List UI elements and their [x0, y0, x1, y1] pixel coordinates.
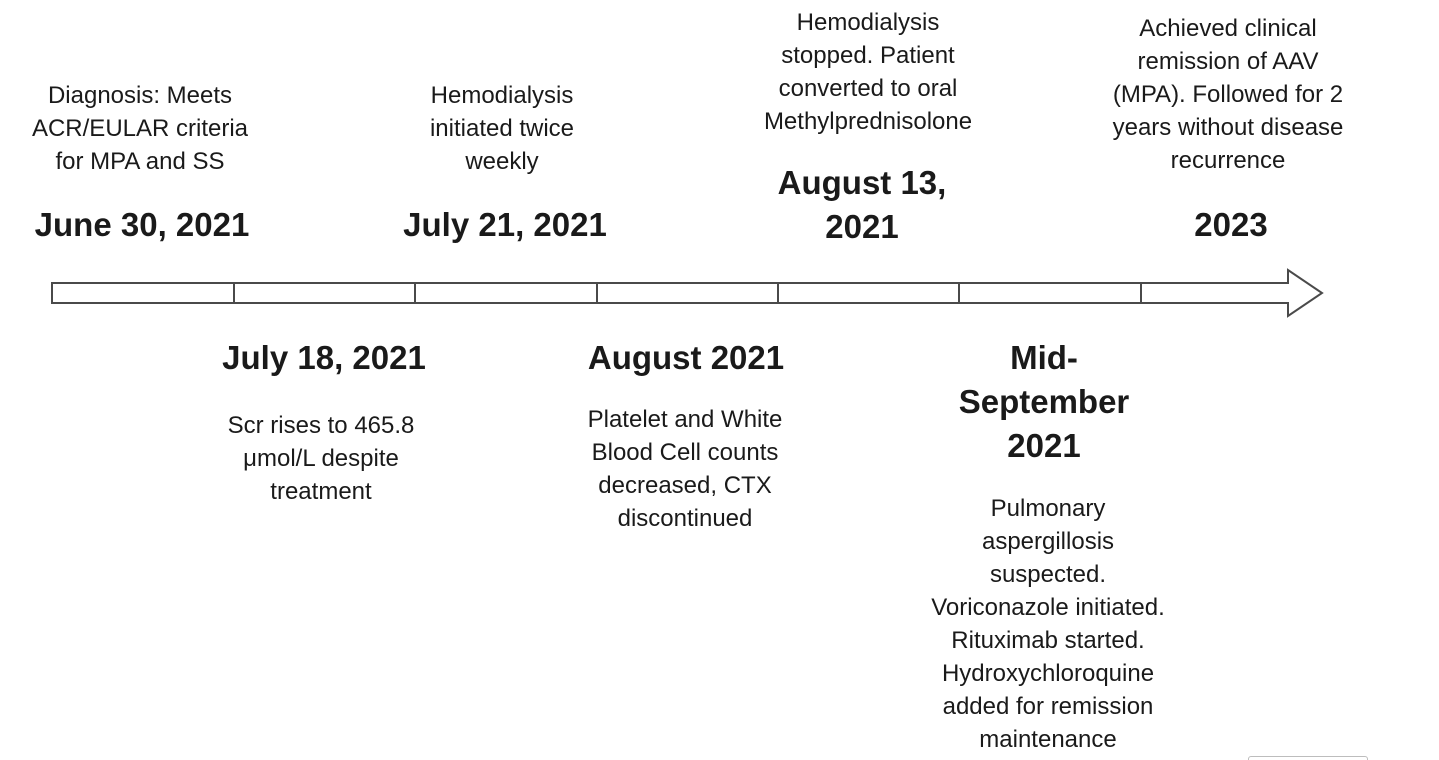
event-date-july-18-2021: July 18, 2021: [222, 339, 426, 376]
event-description-july-18-2021: Scr rises to 465.8 μmol/L despite treatment: [227, 412, 415, 505]
event-description-august-13-2021: Hemodialysis stopped. Patient converted to oral Methylprednisolone: [763, 9, 973, 135]
corner-box-fragment: [1248, 756, 1368, 760]
event-description-2023: Achieved clinical remission of AAV (MPA). Followed for 2 years without disease recurrence: [1112, 15, 1344, 174]
event-date-august-2021: August 2021: [587, 339, 785, 376]
event-description-mid-september-2021: Pulmonary aspergillosis suspected. Voriconazole initiated. Rituximab started. Hydroxychloroquine added for remission maintenance: [931, 495, 1165, 753]
event-date-june-30-2021: June 30, 2021: [34, 206, 250, 243]
event-date-july-21-2021: July 21, 2021: [403, 206, 607, 243]
event-description-june-30-2021: Diagnosis: Meets ACR/EULAR criteria for MPA and SS: [31, 82, 249, 175]
event-date-august-13-2021: August 13, 2021: [777, 164, 947, 245]
event-description-august-2021: Platelet and White Blood Cell counts decreased, CTX discontinued: [587, 406, 783, 532]
timeline-arrow-shape: [52, 270, 1322, 316]
event-date-2023: 2023: [1194, 206, 1268, 243]
event-description-july-21-2021: Hemodialysis initiated twice weekly: [429, 82, 575, 175]
event-date-mid-september-2021: Mid- September 2021: [958, 339, 1130, 464]
